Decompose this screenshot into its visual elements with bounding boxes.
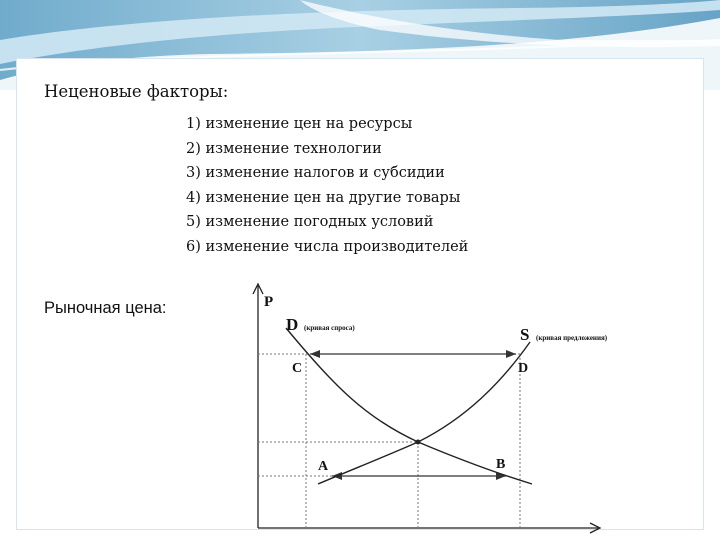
point-c-label: C (292, 361, 303, 376)
list-item: 3) изменение налогов и субсидии (186, 165, 445, 181)
supply-demand-diagram (246, 278, 686, 540)
p-axis-label: P (264, 294, 274, 310)
point-d-label: D (518, 361, 529, 376)
point-b-label: B (496, 457, 506, 472)
market-price-label: Рыночная цена: (44, 299, 167, 317)
list-item: 4) изменение цен на другие товары (186, 189, 461, 206)
demand-note: (кривая спроса) (304, 324, 355, 332)
slide-heading: Неценовые факторы: (44, 82, 229, 101)
demand-label: D (286, 315, 299, 334)
list-item: 5) изменение погодных условий (186, 214, 434, 230)
list-item: 6) изменение числа производителей (186, 238, 469, 255)
supply-note: (кривая предложения) (536, 334, 608, 342)
equilibrium-point (416, 440, 421, 445)
arrowhead (506, 350, 516, 358)
point-a-label: A (318, 459, 329, 474)
list-item: 2) изменение технологии (186, 140, 382, 157)
supply-label: S (520, 325, 530, 344)
factor-list (186, 112, 468, 259)
list-item: 1) изменение цен на ресурсы (186, 116, 413, 132)
